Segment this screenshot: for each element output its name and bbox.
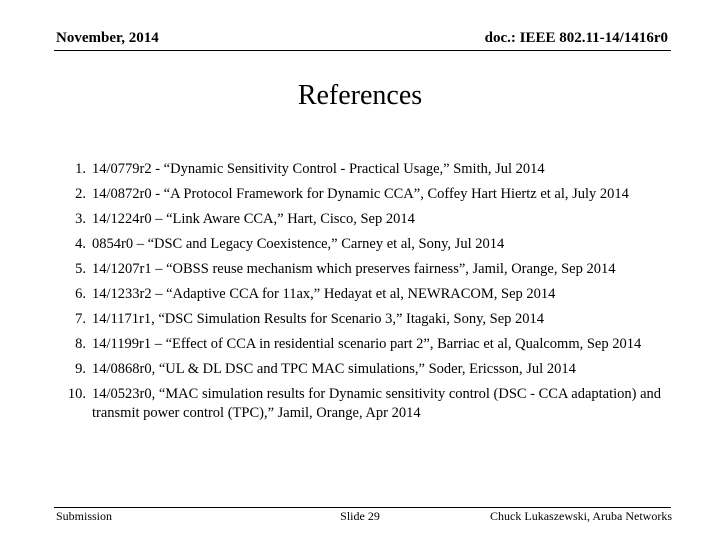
- header-date: November, 2014: [56, 30, 159, 46]
- reference-item: [56, 210, 676, 229]
- reference-item: [56, 385, 676, 423]
- reference-item: [56, 160, 676, 179]
- reference-item: [56, 360, 676, 379]
- slide-title: References: [297, 80, 423, 111]
- reference-item: [56, 235, 676, 254]
- footer-submission: Submission: [56, 509, 113, 523]
- header-divider: [54, 50, 671, 51]
- reference-number: 9.: [75, 361, 86, 377]
- reference-item: [56, 310, 676, 329]
- reference-number: 10.: [67, 386, 86, 402]
- header-doc-number: doc.: IEEE 802.11-14/1416r0: [484, 30, 668, 46]
- reference-number: 5.: [75, 261, 86, 277]
- reference-text: 14/1199r1 – “Effect of CCA in residential scenario part 2”, Barriac et al, Qualcomm, Sep 2014: [92, 336, 642, 352]
- reference-item: [56, 335, 676, 354]
- reference-list: [56, 160, 676, 429]
- reference-number: 4.: [75, 236, 86, 252]
- reference-item: [56, 285, 676, 304]
- footer-author: Chuck Lukaszewski, Aruba Networks: [490, 509, 672, 523]
- reference-number: 8.: [75, 336, 86, 352]
- reference-text: 14/0872r0 - “A Protocol Framework for Dynamic CCA”, Coffey Hart Hiertz et al, July 2014: [92, 186, 629, 202]
- reference-text: 14/1224r0 – “Link Aware CCA,” Hart, Cisco, Sep 2014: [92, 211, 415, 227]
- reference-number: 7.: [75, 311, 86, 327]
- footer-slide-number: Slide 29: [340, 509, 380, 523]
- reference-text: 14/1233r2 – “Adaptive CCA for 11ax,” Hedayat et al, NEWRACOM, Sep 2014: [92, 286, 556, 302]
- reference-number: 2.: [75, 186, 86, 202]
- reference-text: 0854r0 – “DSC and Legacy Coexistence,” Carney et al, Sony, Jul 2014: [92, 236, 505, 252]
- reference-text: 14/0779r2 - “Dynamic Sensitivity Control - Practical Usage,” Smith, Jul 2014: [92, 161, 545, 177]
- reference-text: 14/1171r1, “DSC Simulation Results for Scenario 3,” Itagaki, Sony, Sep 2014: [92, 311, 545, 327]
- reference-number: 6.: [75, 286, 86, 302]
- reference-number: 1.: [75, 161, 86, 177]
- reference-item: [56, 260, 676, 279]
- reference-text: 14/0868r0, “UL & DL DSC and TPC MAC simulations,” Soder, Ericsson, Jul 2014: [92, 361, 576, 377]
- reference-text: 14/0523r0, “MAC simulation results for Dynamic sensitivity control (DSC - CCA adaptation) and transmit power control (TPC),” Jamil, Orange, Apr 2014: [92, 386, 662, 421]
- reference-number: 3.: [75, 211, 86, 227]
- footer-divider: [54, 507, 671, 508]
- reference-item: [56, 185, 676, 204]
- reference-text: 14/1207r1 – “OBSS reuse mechanism which preserves fairness”, Jamil, Orange, Sep 2014: [92, 261, 616, 277]
